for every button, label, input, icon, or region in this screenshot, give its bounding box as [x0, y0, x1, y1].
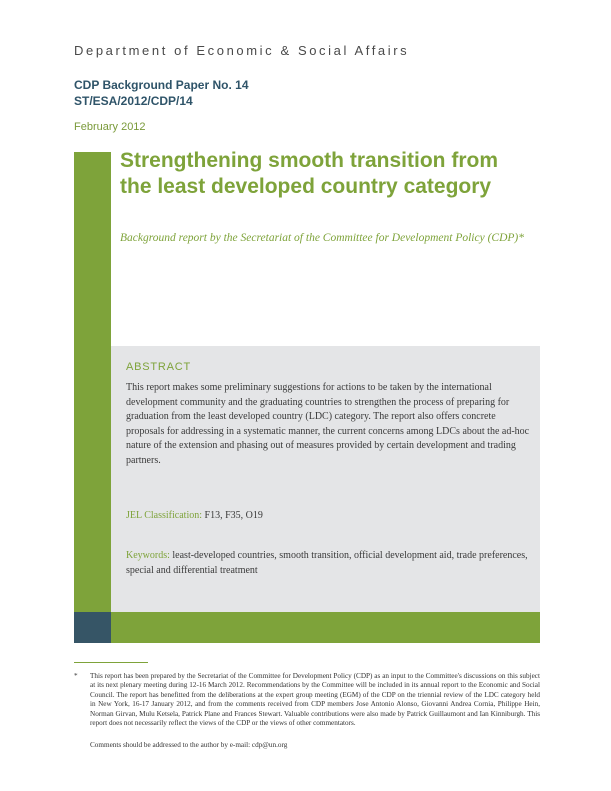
footnote-contact: Comments should be addressed to the author by e-mail: cdp@un.org	[90, 741, 288, 749]
title-line-1: Strengthening smooth transition from	[120, 149, 498, 172]
jel-value: F13, F35, O19	[202, 510, 263, 521]
footnote-divider	[74, 662, 148, 663]
jel-label: JEL Classification:	[126, 510, 203, 521]
keywords	[126, 549, 531, 578]
paper-code: ST/ESA/2012/CDP/14	[74, 94, 193, 108]
green-side-bar	[74, 152, 111, 612]
page-subtitle: Background report by the Secretariat of the Committee for Development Policy (CDP)*	[120, 232, 524, 244]
abstract-text: This report makes some preliminary suggestions for actions to be taken by the international development community and the graduating countries to strengthen the process of preparing for graduation from the least developed country (LDC) category. The report also offers concrete proposals for addressing in a systematic manner, the current concerns among LDCs about the ad-hoc nature of the extension and phasing out of measures provided by certain development and trading partners.	[126, 382, 530, 466]
footnote-text: This report has been prepared by the Secretariat of the Committee for Development Policy (CDP) as an input to the Committee's discussions on this subject at its next plenary meeting during 12-16 March 2012. Recommendations by the Committee will be included in its annual report to the Economic and Social Council. The report has benefitted from the deliberations at the expert group meeting (EGM) of the CDP on the triennial review of the LDC category held in New York, 16-17 January 2012, and from the comments received from CDP members Jose Antonio Alonso, Giovanni Andrea Cornia, Philippe Hein, Norman Girvan, Mulu Ketsela, Patrick Plane and Frances Stewart. Valuable contributions were also made by Patrick Guillaumont and Ian Kinniburgh. This report does not necessarily reflect the views of the CDP or the views of other commentators.	[90, 672, 540, 728]
title-line-2: the least developed country category	[120, 175, 492, 198]
keywords-label: Keywords:	[126, 550, 170, 561]
department-header: Department of Economic & Social Affairs	[74, 43, 410, 58]
abstract-heading: ABSTRACT	[126, 361, 192, 373]
keywords-value: least-developed countries, smooth transition, official development aid, trade preferences, special and differential treatment	[126, 550, 528, 576]
publication-date: February 2012	[74, 121, 146, 133]
page-title	[120, 148, 540, 200]
green-base-bar	[111, 612, 540, 643]
jel-classification	[126, 510, 531, 521]
footnote-mark: *	[74, 672, 78, 680]
dark-corner-block	[74, 612, 111, 643]
paper-number: CDP Background Paper No. 14	[74, 78, 249, 92]
